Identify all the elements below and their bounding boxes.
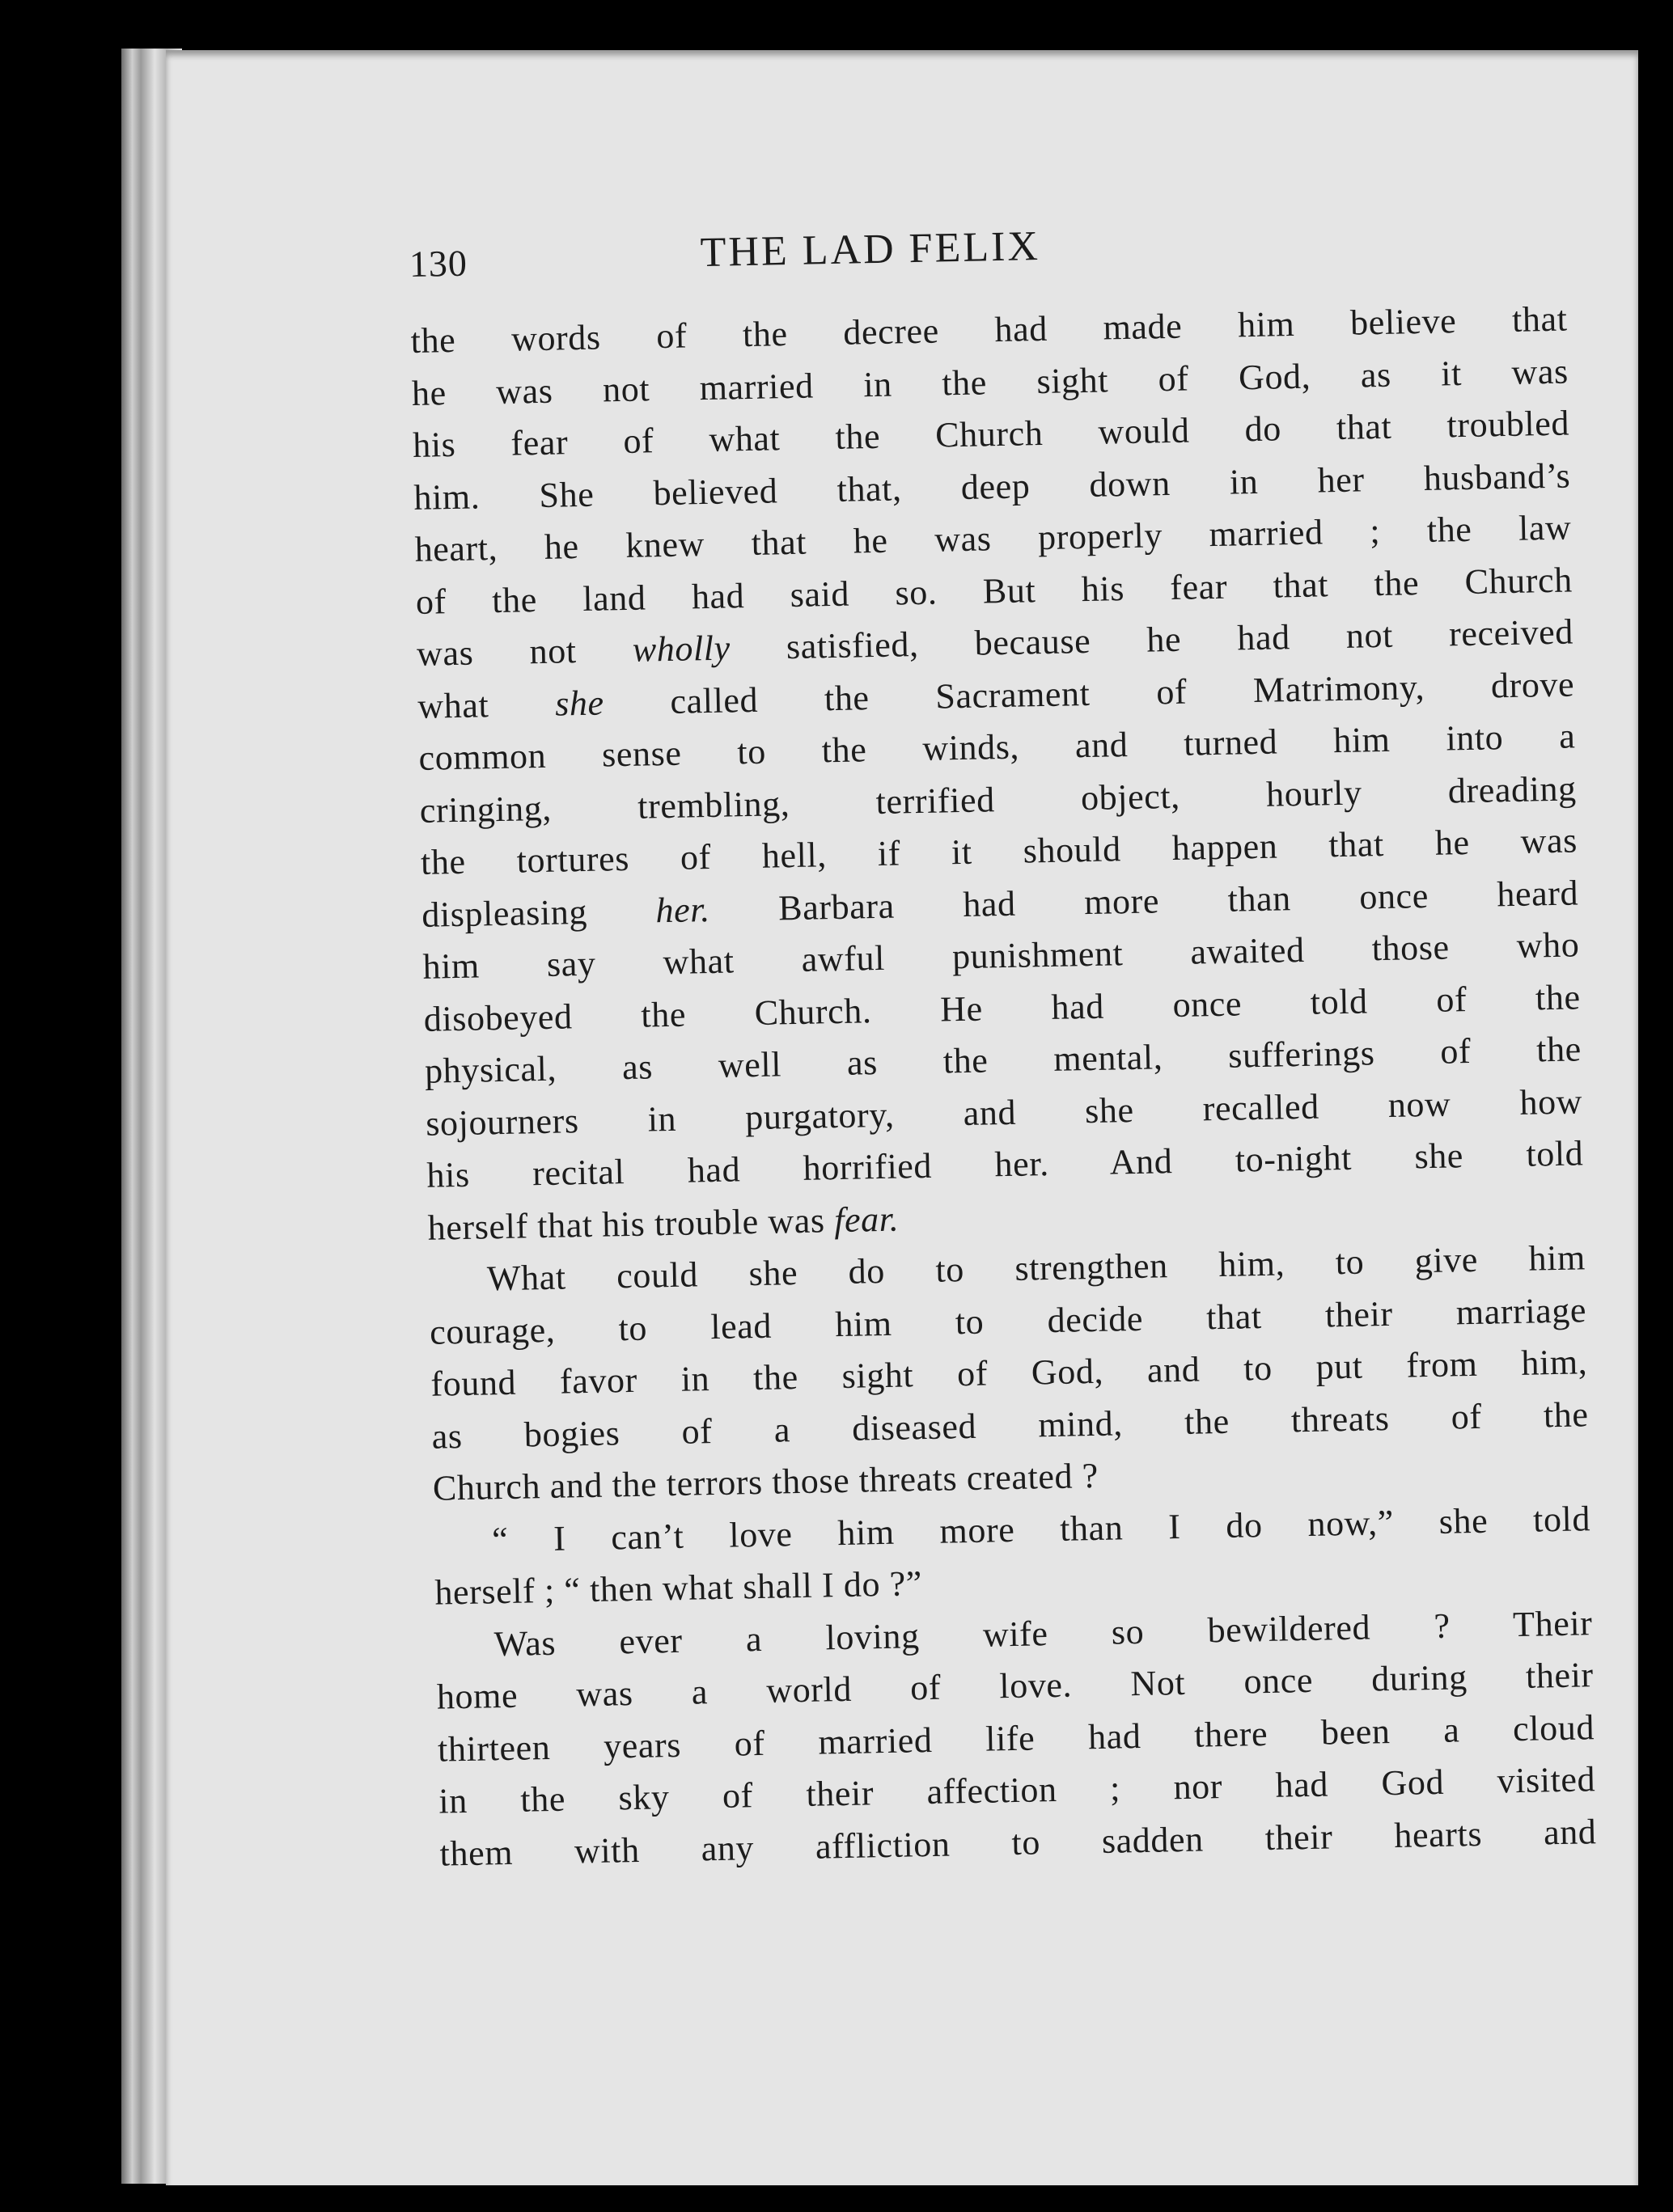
text-line-run: of the land had said so. But his fear that the Church	[415, 559, 1573, 622]
text-line-run: in the sky of their affection ; nor had God visited	[438, 1759, 1596, 1821]
text-line-run: displeasing	[421, 890, 656, 935]
text-line-run: thirteen years of married life had there been a cloud	[437, 1707, 1595, 1770]
text-line-run: the tortures of hell, if it should happen that he was	[420, 820, 1578, 882]
text-line-run: cringing, trembling, terrified object, hourly dreading	[419, 768, 1578, 831]
text-line-run: common sense to the winds, and turned him into a	[418, 716, 1576, 778]
text-line-run: herself that his trouble was	[427, 1199, 835, 1248]
text-line-run: Was ever a loving wife so bewildered ? Their	[493, 1602, 1593, 1664]
text-line-run: heart, he knew that he was properly married ; the law	[414, 507, 1572, 569]
text-line-run: Barbara had more than once heard	[709, 872, 1579, 929]
emphasis-run: she	[554, 682, 605, 724]
text-line-run: as bogies of a diseased mind, the threats of the	[431, 1394, 1589, 1457]
text-column	[410, 294, 1597, 1880]
text-line-run: sojourners in purgatory, and she recalled now how	[425, 1081, 1583, 1144]
text-line-run: the words of the decree had made him believe that	[410, 298, 1568, 361]
text-line-run: What could she do to strengthen him, to give him	[486, 1237, 1586, 1299]
text-line-run: found favor in the sight of God, and to put from him,	[430, 1342, 1588, 1404]
text-line-run: his fear of what the Church would do that troubled	[412, 403, 1570, 465]
text-line-run: satisfied, because he had not received	[730, 611, 1574, 668]
text-line-run: disobeyed the Church. He had once told of the	[423, 976, 1582, 1039]
text-line-run: him say what awful punishment awaited those who	[422, 924, 1580, 987]
emphasis-run: wholly	[632, 628, 731, 670]
text-line-run: called the Sacrament of Matrimony, drove	[604, 663, 1575, 722]
text-line-run: home was a world of love. Not once during their	[436, 1655, 1595, 1717]
page-number: 130	[409, 242, 468, 285]
text-line-run: physical, as well as the mental, sufferings of the	[424, 1029, 1582, 1091]
text-line-run: them with any affliction to sadden their hearts and	[439, 1811, 1597, 1874]
text-line-run: Church and the terrors those threats created ?	[432, 1455, 1099, 1508]
text-line-run: his recital had horrified her. And to-night she told	[426, 1133, 1584, 1195]
text-line-run: herself ; “ then what shall I do ?”	[434, 1563, 923, 1613]
text-line-run: courage, to lead him to decide that their marriage	[429, 1289, 1587, 1352]
running-title: THE LAD FELIX	[700, 223, 1041, 277]
emphasis-run: her.	[655, 889, 711, 930]
text-line-run: him. She believed that, deep down in her husband’s	[413, 455, 1571, 518]
emphasis-run: fear.	[833, 1199, 900, 1240]
page-body	[409, 205, 1597, 1880]
text-line-run: was not	[416, 629, 633, 674]
text-line-run: “ I can’t love him more than I do now,” she told	[491, 1498, 1591, 1559]
text-line-run: he was not married in the sight of God, as it was	[411, 351, 1569, 413]
text-line-run: what	[417, 683, 556, 726]
